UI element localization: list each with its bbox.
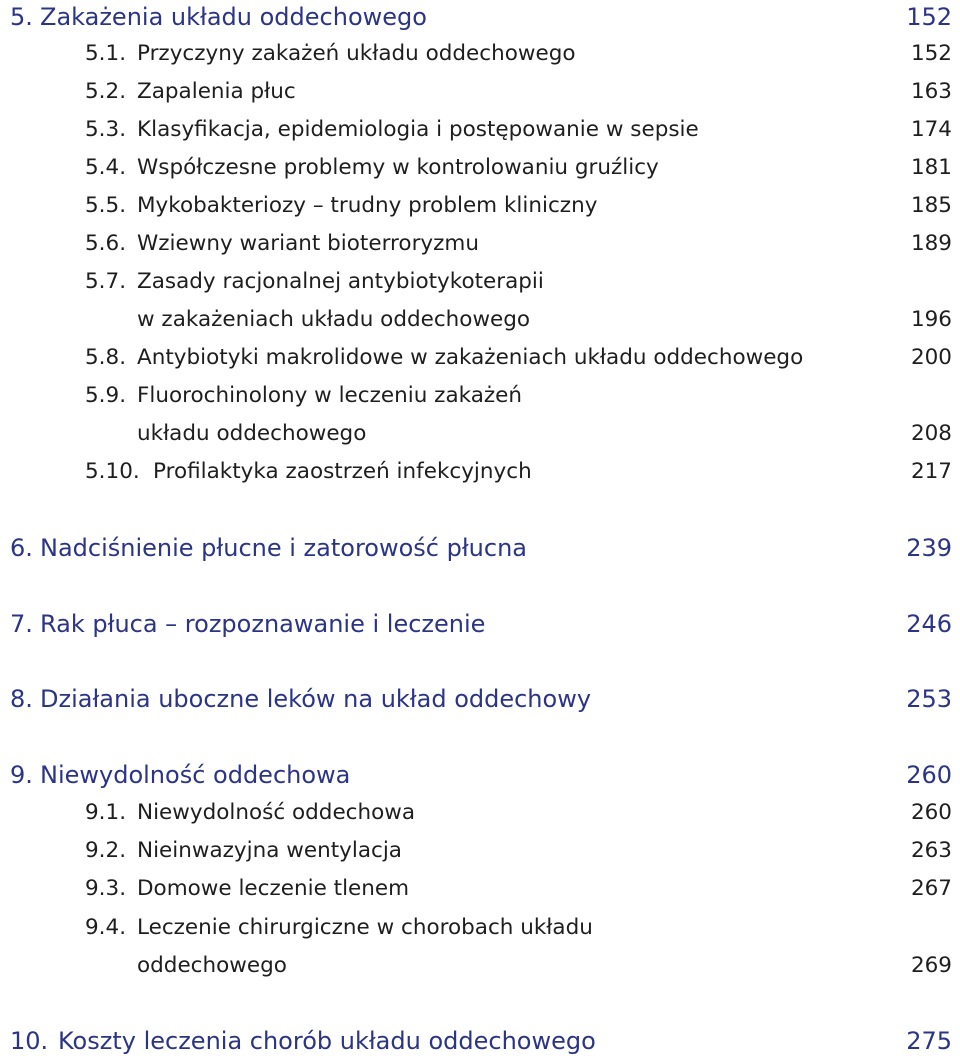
section-number: 5.1. (85, 41, 127, 66)
section-title: Domowe leczenie tlenem (137, 876, 410, 901)
section-title: Klasyfikacja, epidemiologia i postępowanie w sepsie (137, 117, 699, 142)
chapter-title: Rak płuca – rozpoznawanie i leczenie (40, 610, 486, 638)
chapter-title: Zakażenia układu oddechowego (40, 3, 427, 31)
toc-chapter-6[interactable] (0, 531, 960, 565)
section-title: Wziewny wariant bioterroryzmu (137, 231, 479, 256)
page-number: 239 (906, 534, 952, 562)
toc-chapter-5[interactable] (0, 0, 960, 34)
section-title-line-2: układu oddechowego (137, 421, 367, 446)
toc-section-9-3[interactable] (0, 872, 960, 906)
section-title-line-1: Zasady racjonalnej antybiotykoterapii (137, 269, 544, 294)
page-number: 174 (910, 117, 952, 142)
toc-section-5-7-continued[interactable] (0, 303, 960, 337)
section-title-line-1: Fluorochinolony w leczeniu zakażeń (137, 383, 523, 408)
toc-chapter-10[interactable] (0, 1024, 960, 1058)
chapter-number: 8. (10, 685, 33, 713)
page-number: 267 (910, 876, 952, 901)
section-title: Profilaktyka zaostrzeń infekcyjnych (153, 459, 532, 484)
section-title: Nieinwazyjna wentylacja (137, 838, 402, 863)
toc-section-5-1[interactable] (0, 37, 960, 71)
toc-section-5-6[interactable] (0, 227, 960, 261)
page-number: 181 (910, 155, 952, 180)
toc-chapter-7[interactable] (0, 607, 960, 641)
chapter-title: Działania uboczne leków na układ oddechowy (40, 685, 592, 713)
section-title: Antybiotyki makrolidowe w zakażeniach układu oddechowego (137, 345, 804, 370)
toc-section-5-2[interactable] (0, 75, 960, 109)
section-title: Przyczyny zakażeń układu oddechowego (137, 41, 576, 66)
chapter-title: Nadciśnienie płucne i zatorowość płucna (40, 534, 527, 562)
page-number: 185 (910, 193, 952, 218)
page-number: 200 (910, 345, 952, 370)
section-number: 5.3. (85, 117, 127, 142)
toc-section-5-8[interactable] (0, 341, 960, 375)
section-number: 5.7. (85, 269, 127, 294)
toc-section-9-4[interactable] (0, 911, 960, 945)
section-title: Mykobakteriozy – trudny problem kliniczny (137, 193, 598, 218)
section-title-line-2: oddechowego (137, 953, 287, 978)
section-title-line-1: Leczenie chirurgiczne w chorobach układu (137, 915, 593, 940)
section-number: 5.10. (85, 459, 140, 484)
chapter-title: Koszty leczenia chorób układu oddechowego (58, 1027, 596, 1055)
section-number: 5.9. (85, 383, 127, 408)
section-number: 9.2. (85, 838, 127, 863)
section-number: 5.4. (85, 155, 127, 180)
page-number: 269 (910, 953, 952, 978)
page-number: 260 (910, 800, 952, 825)
chapter-title: Niewydolność oddechowa (40, 761, 351, 789)
section-title: Niewydolność oddechowa (137, 800, 416, 825)
toc-section-9-1[interactable] (0, 796, 960, 830)
page-number: 163 (910, 79, 952, 104)
section-title: Zapalenia płuc (137, 79, 296, 104)
chapter-number: 10. (10, 1027, 49, 1055)
toc-chapter-8[interactable] (0, 682, 960, 716)
section-number: 5.2. (85, 79, 127, 104)
section-number: 5.5. (85, 193, 127, 218)
section-number: 5.6. (85, 231, 127, 256)
section-number: 9.1. (85, 800, 127, 825)
toc-section-5-9-continued[interactable] (0, 417, 960, 451)
section-number: 9.4. (85, 915, 127, 940)
page-number: 152 (906, 3, 952, 31)
toc-section-9-4-continued[interactable] (0, 949, 960, 983)
page-number: 246 (906, 610, 952, 638)
page-number: 275 (906, 1027, 952, 1055)
toc-section-5-3[interactable] (0, 113, 960, 147)
toc-section-5-4[interactable] (0, 151, 960, 185)
page-number: 189 (910, 231, 952, 256)
page-number: 253 (906, 685, 952, 713)
section-title: Współczesne problemy w kontrolowaniu gruźlicy (137, 155, 659, 180)
page-number: 217 (910, 459, 952, 484)
page-number: 152 (910, 41, 952, 66)
chapter-number: 7. (10, 610, 33, 638)
chapter-number: 9. (10, 761, 33, 789)
toc-section-5-9[interactable] (0, 379, 960, 413)
chapter-number: 6. (10, 534, 33, 562)
section-title-line-2: w zakażeniach układu oddechowego (137, 307, 531, 332)
page-number: 208 (910, 421, 952, 446)
toc-chapter-9[interactable] (0, 758, 960, 792)
chapter-number: 5. (10, 3, 33, 31)
page-number: 196 (910, 307, 952, 332)
section-number: 9.3. (85, 876, 127, 901)
toc-section-9-2[interactable] (0, 834, 960, 868)
section-number: 5.8. (85, 345, 127, 370)
toc-section-5-10[interactable] (0, 455, 960, 489)
page-number: 263 (910, 838, 952, 863)
page-number: 260 (906, 761, 952, 789)
toc-section-5-7[interactable] (0, 265, 960, 299)
toc-section-5-5[interactable] (0, 189, 960, 223)
